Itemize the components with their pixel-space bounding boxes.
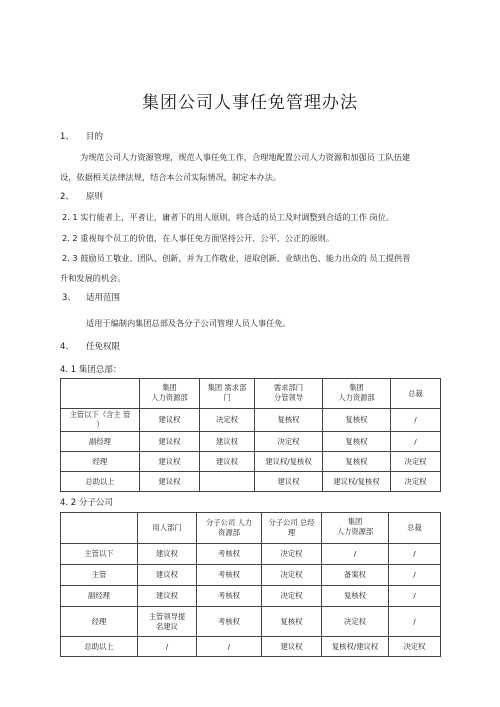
- table2-cell: 决定权: [262, 586, 322, 607]
- table2-cell: 考核权: [197, 586, 262, 607]
- table2-header-row: [61, 513, 441, 544]
- table2-cell: /: [389, 607, 441, 637]
- table1-cell: 总助以上: [61, 472, 140, 492]
- table2-row: [61, 565, 441, 586]
- section-1-heading: 目的: [86, 132, 104, 142]
- table2-cell: 主管: [61, 565, 138, 586]
- section-2-number: 2、: [60, 192, 74, 202]
- table1-cell: 复核权: [255, 409, 323, 432]
- table2-header-cell: 分子公司 人力 资源部: [197, 513, 262, 544]
- table2-cell: 建议权: [138, 586, 197, 607]
- section-3-body: 适用于编制内集团总部及各分子公司管理人员人事任免。: [86, 318, 291, 328]
- table1-cell: 决定权: [255, 432, 323, 452]
- table2-cell: 决定权: [262, 544, 322, 565]
- subsection-4-1-heading: 4. 1 集团总部：: [60, 365, 122, 375]
- table1-cell: 复核权: [323, 452, 391, 472]
- table1-cell: /: [391, 432, 441, 452]
- table1-cell: 建议权: [140, 472, 200, 492]
- table2-cell: 考核权: [197, 565, 262, 586]
- section-2-para-3-line2: 升和发展的机会。: [60, 273, 126, 283]
- table1-row: [61, 409, 441, 432]
- table2-cell: /: [138, 637, 197, 657]
- table2-cell: 主管以下: [61, 544, 138, 565]
- table2-cell: 复核权: [262, 607, 322, 637]
- section-1-body-line1: 为规范公司人力资源管理，规范人事任免工作，合理地配置公司人力资源和加强员 工队伍建: [80, 152, 411, 162]
- section-4-number: 4、: [60, 342, 74, 352]
- table2-cell: /: [197, 637, 262, 657]
- table2-cell: /: [389, 544, 441, 565]
- table-subsidiary-authority: [60, 512, 441, 657]
- table2-cell: 副经理: [61, 586, 138, 607]
- table1-header-cell: [61, 379, 140, 409]
- section-2-para-3-line1: 2. 3 鼓励员工敬业、团队、创新，并为工作敬业、进取创新、业绩出色、能力出众的 员工提供晋: [62, 253, 411, 263]
- table1-cell: 建议权: [140, 432, 200, 452]
- table2-header-cell: 用人部门: [138, 513, 197, 544]
- table2-cell: 考核权: [197, 544, 262, 565]
- table2-cell: 建议权: [138, 565, 197, 586]
- table2-row: [61, 637, 441, 657]
- table2-cell: 决定权: [322, 607, 389, 637]
- table1-header-cell: 集团 人力资源部: [140, 379, 200, 409]
- table2-cell: 经理: [61, 607, 138, 637]
- table2-row: [61, 607, 441, 637]
- table1-cell: 建议权: [200, 452, 255, 472]
- table2-row: [61, 544, 441, 565]
- table2-cell: 考核权: [197, 607, 262, 637]
- table1-cell: 建议权: [140, 409, 200, 432]
- table2-cell: /: [389, 565, 441, 586]
- table2-cell: 决定权: [262, 565, 322, 586]
- table2-cell: 复核权/建议权: [322, 637, 389, 657]
- table2-cell: 决定权: [389, 637, 441, 657]
- table2-cell: 总助以上: [61, 637, 138, 657]
- table1-row: [61, 452, 441, 472]
- table1-cell: 建议权/复核权: [255, 452, 323, 472]
- table1-header-cell: 集团 人力资源部: [323, 379, 391, 409]
- table2-cell: 备案权: [322, 565, 389, 586]
- section-2-heading: 原则: [86, 192, 104, 202]
- table2-header-cell: [61, 513, 138, 544]
- table1-cell: 决定权: [391, 452, 441, 472]
- table1-header-cell: 总裁: [391, 379, 441, 409]
- table1-cell: 建议权: [140, 452, 200, 472]
- table1-cell: 建议权: [200, 432, 255, 452]
- table1-cell: 决定权: [391, 472, 441, 492]
- table1-cell: 复核权: [323, 432, 391, 452]
- table1-row: [61, 472, 441, 492]
- table1-cell: 建议权: [255, 472, 323, 492]
- section-3-heading: 适用范围: [86, 293, 121, 303]
- section-4-heading: 任免权限: [86, 342, 121, 352]
- table1-header-row: [61, 379, 441, 409]
- table-headquarters-authority: [60, 378, 441, 492]
- section-2-para-1: 2. 1 实行能者上，平者让，庸者下的用人原则，将合适的员工及时调整到合适的工作 岗位。: [62, 212, 394, 222]
- table1-cell: 决定权: [200, 409, 255, 432]
- table1-cell: 复核权: [323, 409, 391, 432]
- table2-cell: 主管领导提 名建议: [138, 607, 197, 637]
- table2-row: [61, 586, 441, 607]
- section-3-number: 3、: [62, 293, 76, 303]
- table2-cell: 建议权: [138, 544, 197, 565]
- table2-cell: 建议权: [262, 637, 322, 657]
- table1-header-cell: 集团 需求部 门: [200, 379, 255, 409]
- document-title: 集团公司人事任免管理办法: [142, 93, 358, 113]
- table2-cell: 复核权: [322, 586, 389, 607]
- table2-cell: /: [322, 544, 389, 565]
- subsection-4-2-heading: 4. 2 分子公司: [60, 498, 113, 508]
- table2-header-cell: 分子公司 总经 理: [262, 513, 322, 544]
- table2-cell: /: [389, 586, 441, 607]
- table2-header-cell: 集团 人力资源部: [322, 513, 389, 544]
- table1-cell: 副经理: [61, 432, 140, 452]
- table1-cell: [200, 472, 255, 492]
- table1-cell: /: [391, 409, 441, 432]
- table1-row: [61, 432, 441, 452]
- table1-cell: 经理: [61, 452, 140, 472]
- table2-header-cell: 总裁: [389, 513, 441, 544]
- section-1-number: 1、: [60, 132, 74, 142]
- table1-cell: 主管以下（含主 管 ）: [61, 409, 140, 432]
- section-2-para-2: 2. 2 重视每个员工的价值，在人事任免方面坚持公开、公平、公正的原则。: [62, 233, 335, 243]
- table1-cell: 建议权/复核权: [323, 472, 391, 492]
- section-1-body-line2: 设，依据相关法律法规，结合本公司实际情况，制定本办法。: [60, 172, 282, 182]
- table1-header-cell: 需求部门 分管领导: [255, 379, 323, 409]
